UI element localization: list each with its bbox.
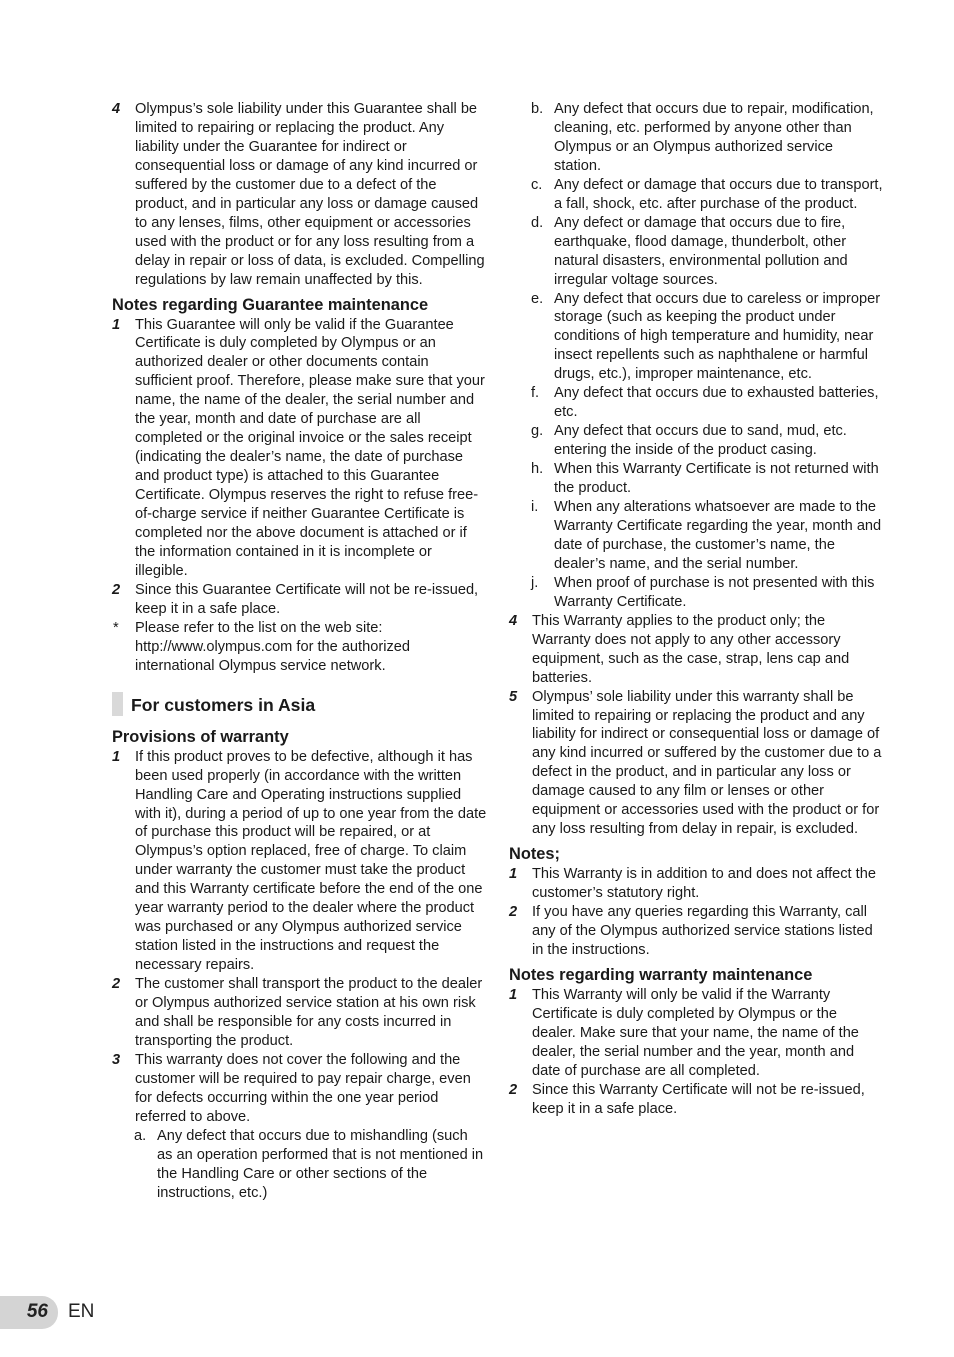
subitem-text: Any defect that occurs due to mishandling (such as an operation performed that is not mentioned in the Handling Care or other sections of the instructions, etc.) bbox=[157, 1127, 484, 1201]
provisions-heading: Provisions of warranty bbox=[112, 727, 289, 746]
item-text: This Warranty is in addition to and does not affect the customer’s statutory right. bbox=[532, 866, 876, 902]
exclusion-subitem-e bbox=[531, 290, 884, 385]
guarantee-note-2 bbox=[112, 581, 487, 619]
item-number: 1 bbox=[112, 316, 121, 333]
page-number: 56 bbox=[26, 1301, 48, 1322]
provision-item-3 bbox=[112, 1051, 487, 1127]
provision-item-5 bbox=[509, 688, 884, 840]
item-number: 2 bbox=[509, 1081, 518, 1098]
note-item-1 bbox=[509, 865, 884, 903]
item-number: 3 bbox=[112, 1051, 121, 1068]
subitem-text: When proof of purchase is not presented with this Warranty Certificate. bbox=[554, 574, 875, 610]
item-text: Olympus’ sole liability under this warranty shall be limited to repairing or replacing the product and any liability for indirect or consequential loss or damage of any kind incurred or suffered by the customer due to a defect in the product, and in particular any loss or damage caused to any film or lenses or other equipment or accessories used with the product or for any loss resulting from delay in repair, is excluded. bbox=[532, 688, 882, 838]
item-text: If this product proves to be defective, although it has been used properly (in accordance with the written Handling Care and Operating instructions supplied with it), during a period of up to one year from the date of purchase this product will be repaired, or at Olympus’s option replaced, free of charge. To claim under warranty the customer must take the product and this Warranty certificate before the end of the one year warranty period to the dealer where the product was purchased or any Olympus authorized service station listed in the instructions and request the necessary repairs. bbox=[135, 748, 487, 974]
exclusion-subitem-f bbox=[531, 384, 884, 422]
item-number: 2 bbox=[112, 976, 121, 993]
item-text: This Warranty will only be valid if the Warranty Certificate is duly completed by Olympus or the dealer. Make sure that your name, the name of the dealer, the serial number and the year, month and date of purchase are all completed. bbox=[532, 986, 859, 1079]
subitem-label: e. bbox=[531, 290, 544, 307]
exclusion-subitem-j bbox=[531, 574, 884, 612]
maintenance-item-1 bbox=[509, 986, 884, 1081]
subitem-text: Any defect that occurs due to repair, modification, cleaning, etc. performed by anyone other than Olympus or an Olympus authorized service station. bbox=[554, 101, 874, 174]
maintenance-item-2 bbox=[509, 1081, 884, 1119]
subitem-text: Any defect or damage that occurs due to transport, a fall, shock, etc. after purchase of the product. bbox=[554, 176, 883, 212]
right-column bbox=[509, 100, 884, 1119]
item-text: This Warranty applies to the product only; the Warranty does not apply to any other accessory equipment, such as the case, strap, lens cap and batteries. bbox=[532, 612, 850, 686]
section-marker-bar bbox=[112, 692, 123, 716]
section-title-asia bbox=[112, 694, 487, 716]
item-text: Since this Guarantee Certificate will not be re-issued, keep it in a safe place. bbox=[135, 581, 479, 617]
subitem-text: When this Warranty Certificate is not returned with the product. bbox=[554, 461, 879, 497]
guarantee-footnote bbox=[112, 619, 487, 676]
subitem-label: f. bbox=[531, 385, 540, 402]
exclusion-subitem-g bbox=[531, 422, 884, 460]
provision-item-1 bbox=[112, 748, 487, 975]
exclusion-subitem-i bbox=[531, 498, 884, 574]
subitem-label: c. bbox=[531, 176, 543, 193]
subitem-label: b. bbox=[531, 101, 544, 117]
subitem-text: When any alterations whatsoever are made to the Warranty Certificate regarding the year, month and date of purchase, the customer’s name, the dealer’s name, and the serial number. bbox=[554, 499, 882, 572]
guarantee-notes-heading: Notes regarding Guarantee maintenance bbox=[112, 295, 429, 314]
exclusion-subitem-b bbox=[531, 100, 884, 176]
item-text: Olympus’s sole liability under this Guarantee shall be limited to repairing or replacing the product. Any liability under the Guarantee for indirect or consequential loss or damage of any kind incurred or suffered by the customer due to a defect of the product, and in particular any loss or damage caused to any lenses, films, other equipment or accessories used with the product or for any loss resulting from a delay in repair or loss of data, is excluded. Compelling regulations by law remain unaffected by this. bbox=[135, 101, 485, 288]
item-number: 4 bbox=[509, 612, 518, 629]
subitem-text: Any defect or damage that occurs due to fire, earthquake, flood damage, thunderbolt, other natural disasters, environmental pollution and irregular voltage sources. bbox=[554, 214, 848, 288]
left-column bbox=[112, 100, 487, 1203]
page-number-tab bbox=[0, 1296, 58, 1329]
guarantee-item-4 bbox=[112, 100, 487, 290]
item-text: This Guarantee will only be valid if the Guarantee Certificate is duly completed by Olympus or an authorized dealer or other documents contain sufficient proof. Therefore, please make sure that your name, the name of the dealer, the serial number and the year, month and date of purchase are all completed or the original invoice or the sales receipt (indicating the dealer’s name, the date of purchase and product type) is attached to this Guarantee Certificate. Olympus reserves the right to refuse free-of-charge service if neither Guarantee Certificate is completed nor the above document is attached or if the information contained in it is incomplete or illegible. bbox=[135, 316, 485, 579]
subitem-label: a. bbox=[134, 1127, 147, 1144]
note-item-2 bbox=[509, 903, 884, 960]
warranty-maintenance-heading: Notes regarding warranty maintenance bbox=[509, 965, 813, 984]
item-number: 1 bbox=[509, 986, 518, 1003]
guarantee-note-1 bbox=[112, 316, 487, 581]
exclusion-subitem-c bbox=[531, 176, 884, 214]
item-text: This warranty does not cover the following and the customer will be required to pay repair charge, even for defects occurring within the one year period referred to above. bbox=[135, 1051, 471, 1125]
provision-item-2 bbox=[112, 975, 487, 1051]
subitem-text: Any defect that occurs due to exhausted batteries, etc. bbox=[554, 385, 879, 421]
subitem-label: g. bbox=[531, 423, 544, 440]
item-text: The customer shall transport the product to the dealer or Olympus authorized service station at his own risk and shall be responsible for any costs incurred in transporting the product. bbox=[135, 976, 483, 1049]
footnote-text: Please refer to the list on the web site: http://www.olympus.com for the authorized international Olympus service network. bbox=[135, 619, 410, 674]
subitem-text: Any defect that occurs due to careless or improper storage (such as keeping the product under conditions of high temperature and humidity, near insect repellents such as naphthalene or harmful drugs, etc.), improper maintenance, etc. bbox=[554, 290, 881, 383]
subitem-label: j. bbox=[531, 574, 539, 591]
item-number: 4 bbox=[112, 101, 121, 117]
item-number: 1 bbox=[509, 866, 518, 883]
subitem-label: d. bbox=[531, 214, 544, 231]
item-number: 2 bbox=[112, 581, 121, 598]
notes-heading: Notes; bbox=[509, 845, 560, 864]
exclusion-subitem-d bbox=[531, 214, 884, 290]
section-title-text: For customers in Asia bbox=[131, 694, 316, 715]
subitem-label: h. bbox=[531, 461, 544, 478]
exclusion-subitems-list bbox=[531, 100, 884, 612]
exclusion-subitem-h bbox=[531, 460, 884, 498]
exclusion-subitem-a bbox=[134, 1127, 487, 1203]
subitem-label: i. bbox=[531, 499, 539, 516]
language-code: EN bbox=[68, 1301, 95, 1322]
item-number: 2 bbox=[509, 904, 518, 921]
subitem-text: Any defect that occurs due to sand, mud, etc. entering the inside of the product casing. bbox=[554, 423, 847, 459]
provision-item-4 bbox=[509, 612, 884, 688]
item-number: 1 bbox=[112, 748, 121, 765]
item-number: 5 bbox=[509, 688, 518, 705]
item-text: Since this Warranty Certificate will not be re-issued, keep it in a safe place. bbox=[532, 1081, 865, 1117]
item-text: If you have any queries regarding this Warranty, call any of the Olympus authorized service stations listed in the instructions. bbox=[532, 904, 873, 958]
asterisk-mark: * bbox=[113, 619, 119, 636]
